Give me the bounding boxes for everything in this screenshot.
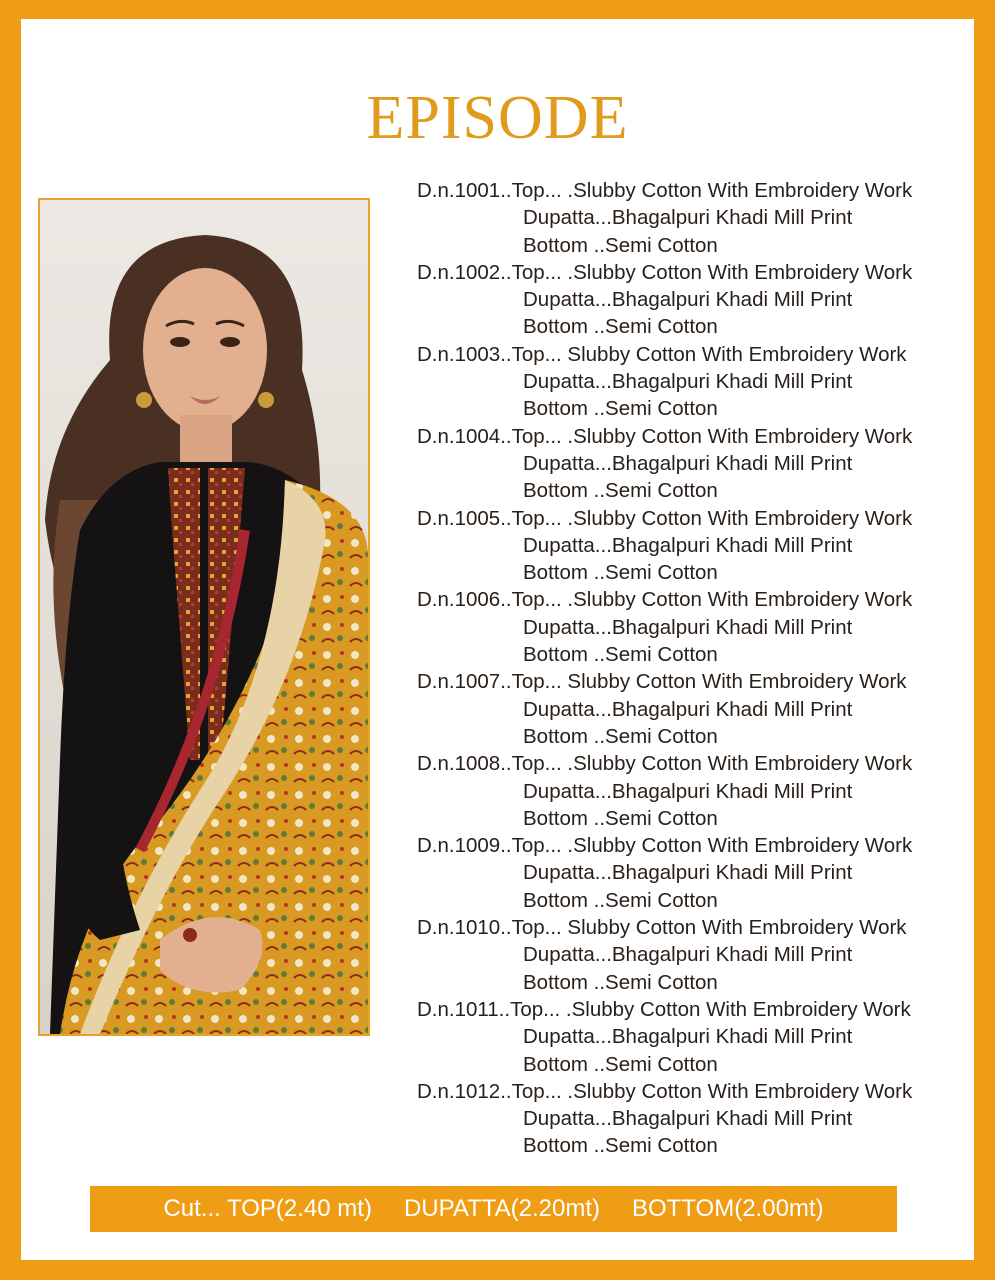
spec-dupatta-line: Dupatta...Bhagalpuri Khadi Mill Print <box>523 943 853 967</box>
spec-bottom-line: Bottom ..Semi Cotton <box>523 315 718 339</box>
spec-bottom-line: Bottom ..Semi Cotton <box>523 970 718 994</box>
spec-dupatta-line: Dupatta...Bhagalpuri Khadi Mill Print <box>523 1025 853 1049</box>
spec-dupatta-line: Dupatta...Bhagalpuri Khadi Mill Print <box>523 533 853 557</box>
design-spec-item <box>417 505 962 587</box>
spec-top-line: D.n.1008..Top... .Slubby Cotton With Embroidery Work <box>417 752 913 776</box>
spec-dupatta-line: Dupatta...Bhagalpuri Khadi Mill Print <box>523 451 853 475</box>
spec-top-line: D.n.1004..Top... .Slubby Cotton With Embroidery Work <box>417 424 913 448</box>
design-spec-item <box>417 1078 962 1160</box>
cut-top-label: Cut... TOP(2.40 mt) <box>163 1195 372 1222</box>
design-spec-item <box>417 668 962 750</box>
design-spec-item <box>417 423 962 505</box>
spec-top-line: D.n.1009..Top... .Slubby Cotton With Embroidery Work <box>417 834 913 858</box>
spec-dupatta-line: Dupatta...Bhagalpuri Khadi Mill Print <box>523 779 853 803</box>
spec-dupatta-line: Dupatta...Bhagalpuri Khadi Mill Print <box>523 288 853 312</box>
spec-top-line: D.n.1003..Top... Slubby Cotton With Embroidery Work <box>417 342 907 366</box>
spec-top-line: D.n.1010..Top... Slubby Cotton With Embroidery Work <box>417 916 907 940</box>
spec-top-line: D.n.1002..Top... .Slubby Cotton With Embroidery Work <box>417 260 913 284</box>
design-spec-item <box>417 996 962 1078</box>
spec-bottom-line: Bottom ..Semi Cotton <box>523 724 718 748</box>
spec-bottom-line: Bottom ..Semi Cotton <box>523 888 718 912</box>
spec-bottom-line: Bottom ..Semi Cotton <box>523 1134 718 1158</box>
spec-top-line: D.n.1006..Top... .Slubby Cotton With Embroidery Work <box>417 588 913 612</box>
spec-bottom-line: Bottom ..Semi Cotton <box>523 806 718 830</box>
design-spec-item <box>417 750 962 832</box>
spec-dupatta-line: Dupatta...Bhagalpuri Khadi Mill Print <box>523 1107 853 1131</box>
design-spec-list <box>417 177 962 1160</box>
catalog-page <box>21 19 974 1260</box>
spec-bottom-line: Bottom ..Semi Cotton <box>523 233 718 257</box>
design-spec-item <box>417 832 962 914</box>
spec-top-line: D.n.1012..Top... .Slubby Cotton With Embroidery Work <box>417 1079 913 1103</box>
design-spec-item <box>417 914 962 996</box>
spec-dupatta-line: Dupatta...Bhagalpuri Khadi Mill Print <box>523 206 853 230</box>
spec-top-line: D.n.1001..Top... .Slubby Cotton With Embroidery Work <box>417 179 913 202</box>
spec-bottom-line: Bottom ..Semi Cotton <box>523 561 718 585</box>
design-spec-item <box>417 259 962 341</box>
spec-top-line: D.n.1005..Top... .Slubby Cotton With Embroidery Work <box>417 506 913 530</box>
spec-dupatta-line: Dupatta...Bhagalpuri Khadi Mill Print <box>523 861 853 885</box>
spec-dupatta-line: Dupatta...Bhagalpuri Khadi Mill Print <box>523 615 853 639</box>
fabric-cut-bar <box>90 1186 897 1232</box>
spec-top-line: D.n.1007..Top... Slubby Cotton With Embroidery Work <box>417 670 907 694</box>
spec-bottom-line: Bottom ..Semi Cotton <box>523 479 718 503</box>
cut-bottom-label: BOTTOM(2.00mt) <box>631 1195 824 1222</box>
design-spec-item <box>417 586 962 668</box>
model-photo <box>38 198 370 1036</box>
spec-bottom-line: Bottom ..Semi Cotton <box>523 397 718 421</box>
spec-dupatta-line: Dupatta...Bhagalpuri Khadi Mill Print <box>523 697 853 721</box>
spec-top-line: D.n.1011..Top... .Slubby Cotton With Embroidery Work <box>417 997 911 1021</box>
cut-dupatta-label: DUPATTA(2.20mt) <box>403 1195 600 1222</box>
spec-bottom-line: Bottom ..Semi Cotton <box>523 643 718 667</box>
spec-bottom-line: Bottom ..Semi Cotton <box>523 1052 718 1076</box>
brand-title: EPISODE <box>366 84 629 152</box>
design-spec-item <box>417 341 962 423</box>
design-spec-item <box>417 177 962 259</box>
spec-dupatta-line: Dupatta...Bhagalpuri Khadi Mill Print <box>523 370 853 394</box>
